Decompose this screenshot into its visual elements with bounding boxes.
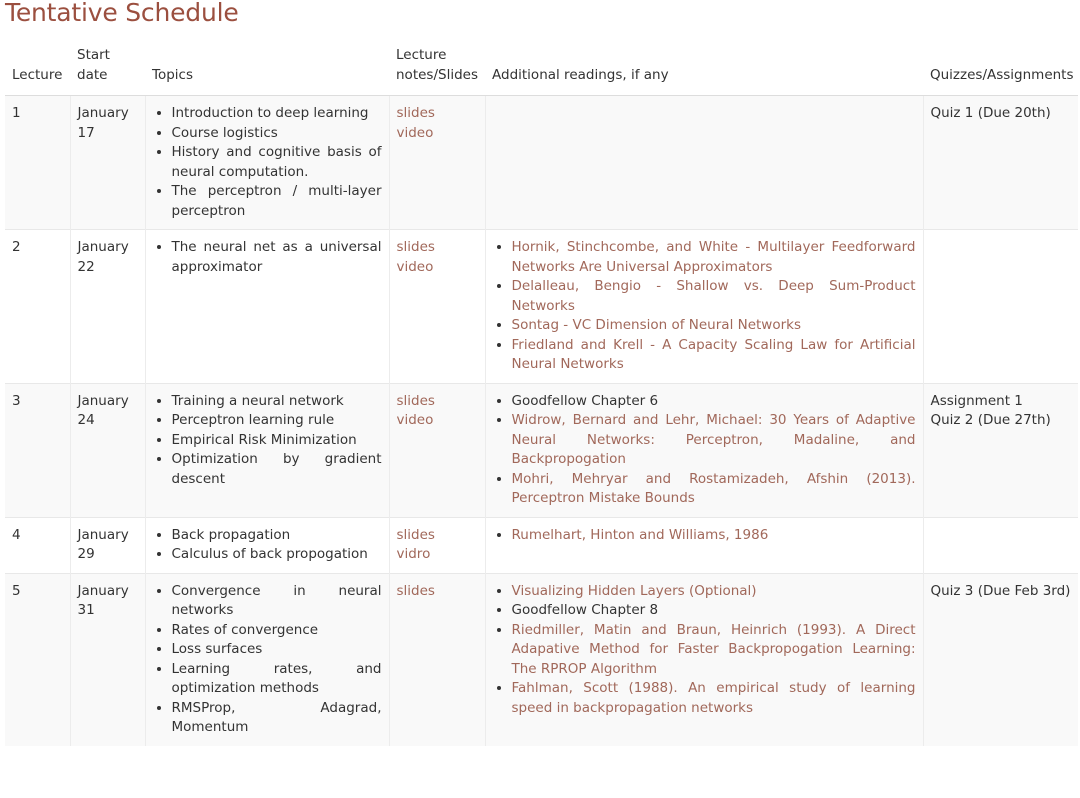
- reading-item: [512, 470, 916, 509]
- topic-item: • Empirical Risk Minimization: [172, 431, 382, 451]
- table-row: [5, 96, 1078, 230]
- reading-link[interactable]: Sontag - VC Dimension of Neural Networks: [511, 317, 802, 333]
- lecture-material-link[interactable]: video: [396, 412, 434, 428]
- readings-list: [493, 526, 916, 546]
- reading-link[interactable]: Delalleau, Bengio - Shallow vs. Deep Sum-Product Networks: [511, 278, 916, 314]
- topics-list: [153, 582, 382, 738]
- lecture-notes-cell: [389, 96, 485, 230]
- start-date-cell: January 31: [70, 573, 145, 746]
- quiz-assignment-text: Quiz 1 (Due 20th): [930, 105, 1051, 121]
- reading-item: [512, 679, 916, 718]
- lecture-number-cell: 5: [5, 573, 70, 746]
- column-header-notes: Lecture notes/Slides: [389, 38, 485, 96]
- reading-item: [512, 316, 916, 336]
- quiz-assignment-text: Quiz 2 (Due 27th): [930, 412, 1051, 428]
- schedule-table: [5, 38, 1078, 746]
- topic-item: • Calculus of back propogation: [172, 545, 382, 565]
- topics-cell: [145, 517, 389, 573]
- readings-cell: [485, 230, 923, 384]
- topics-cell: [145, 96, 389, 230]
- topic-item: • Perceptron learning rule: [172, 411, 382, 431]
- column-header-lecture: Lecture: [5, 38, 70, 96]
- lecture-material-link[interactable]: slides: [396, 392, 435, 409]
- schedule-body: [5, 96, 1078, 746]
- readings-list: [493, 582, 916, 719]
- reading-link[interactable]: Riedmiller, Matin and Braun, Heinrich (1993). A Direct Adapative Method for Faster Backpropogation Learning: The RPROP Algorithm: [511, 621, 916, 677]
- topic-item: • Introduction to deep learning: [172, 104, 382, 124]
- lecture-number-cell: 4: [5, 517, 70, 573]
- lecture-number-cell: 2: [5, 230, 70, 384]
- reading-link[interactable]: Fahlman, Scott (1988). An empirical study of learning speed in backpropagation networks: [511, 680, 916, 716]
- topic-item: • Back propagation: [172, 526, 382, 546]
- topics-list: [153, 526, 382, 565]
- reading-item: [512, 621, 916, 680]
- lecture-notes-cell: [389, 517, 485, 573]
- quiz-assignment-text: Quiz 3 (Due Feb 3rd): [930, 582, 1071, 599]
- topic-item: • Rates of convergence: [172, 621, 382, 641]
- topic-item: • RMSProp, Adagrad, Momentum: [172, 699, 382, 738]
- reading-link[interactable]: Visualizing Hidden Layers (Optional): [511, 582, 757, 599]
- reading-item: [512, 601, 916, 621]
- topic-item: • History and cognitive basis of neural computation.: [172, 143, 382, 182]
- topic-item: • Optimization by gradient descent: [172, 450, 382, 489]
- reading-link[interactable]: Rumelhart, Hinton and Williams, 1986: [511, 526, 769, 543]
- topics-cell: [145, 573, 389, 746]
- readings-cell: [485, 517, 923, 573]
- topics-list: [153, 104, 382, 221]
- quizzes-cell: [923, 573, 1078, 746]
- start-date-cell: January 29: [70, 517, 145, 573]
- lecture-material-link[interactable]: slides: [396, 582, 435, 599]
- page-title: Tentative Schedule: [5, 0, 239, 27]
- topic-item: • Course logistics: [172, 124, 382, 144]
- topic-item: • The neural net as a universal approximator: [172, 238, 382, 277]
- table-header-row: [5, 38, 1078, 96]
- topic-item: • Loss surfaces: [172, 640, 382, 660]
- reading-item: [512, 392, 916, 412]
- reading-item: [512, 411, 916, 470]
- lecture-notes-cell: [389, 383, 485, 517]
- readings-list: [493, 392, 916, 509]
- readings-cell: [485, 96, 923, 230]
- lecture-material-link[interactable]: slides: [396, 526, 435, 543]
- reading-item: [512, 277, 916, 316]
- readings-list: [493, 238, 916, 375]
- column-header-readings: Additional readings, if any: [485, 38, 923, 96]
- start-date-cell: January 17: [70, 96, 145, 230]
- table-row: [5, 573, 1078, 746]
- lecture-material-link[interactable]: video: [396, 124, 434, 141]
- reading-link[interactable]: Hornik, Stinchcombe, and White - Multilayer Feedforward Networks Are Universal Approximators: [511, 239, 916, 275]
- quizzes-cell: [923, 517, 1078, 573]
- table-row: [5, 230, 1078, 384]
- table-row: [5, 383, 1078, 517]
- readings-cell: [485, 383, 923, 517]
- lecture-material-link[interactable]: slides: [396, 105, 435, 121]
- reading-item: [512, 238, 916, 277]
- topic-item: • Learning rates, and optimization methods: [172, 660, 382, 699]
- reading-link[interactable]: Friedland and Krell - A Capacity Scaling Law for Artificial Neural Networks: [511, 336, 916, 372]
- lecture-material-link[interactable]: vidro: [396, 546, 431, 562]
- topic-item: • The perceptron / multi-layer perceptron: [172, 182, 382, 221]
- quizzes-cell: [923, 230, 1078, 384]
- reading-text: Goodfellow Chapter 8: [511, 602, 659, 618]
- quizzes-cell: [923, 96, 1078, 230]
- column-header-topics: Topics: [145, 38, 389, 96]
- quiz-assignment-text: Assignment 1: [930, 392, 1023, 409]
- reading-text: Goodfellow Chapter 6: [511, 392, 659, 409]
- reading-link[interactable]: Mohri, Mehryar and Rostamizadeh, Afshin (2013). Perceptron Mistake Bounds: [511, 470, 916, 506]
- quizzes-cell: [923, 383, 1078, 517]
- readings-cell: [485, 573, 923, 746]
- lecture-notes-cell: [389, 573, 485, 746]
- lecture-notes-cell: [389, 230, 485, 384]
- reading-item: [512, 582, 916, 602]
- topic-item: • Training a neural network: [172, 392, 382, 412]
- reading-item: [512, 336, 916, 375]
- start-date-cell: January 22: [70, 230, 145, 384]
- topics-list: [153, 238, 382, 277]
- lecture-material-link[interactable]: video: [396, 258, 434, 275]
- reading-link[interactable]: Widrow, Bernard and Lehr, Michael: 30 Years of Adaptive Neural Networks: Perceptron, Madaline, and Backpropogation: [511, 412, 916, 467]
- reading-item: [512, 526, 916, 546]
- topics-list: [153, 392, 382, 490]
- table-row: [5, 517, 1078, 573]
- start-date-cell: January 24: [70, 383, 145, 517]
- lecture-material-link[interactable]: slides: [396, 239, 435, 255]
- topic-item: • Convergence in neural networks: [172, 582, 382, 621]
- column-header-start-date: Start date: [70, 38, 145, 96]
- topics-cell: [145, 383, 389, 517]
- lecture-number-cell: 3: [5, 383, 70, 517]
- lecture-number-cell: 1: [5, 96, 70, 230]
- column-header-quizzes: Quizzes/Assignments: [923, 38, 1078, 96]
- topics-cell: [145, 230, 389, 384]
